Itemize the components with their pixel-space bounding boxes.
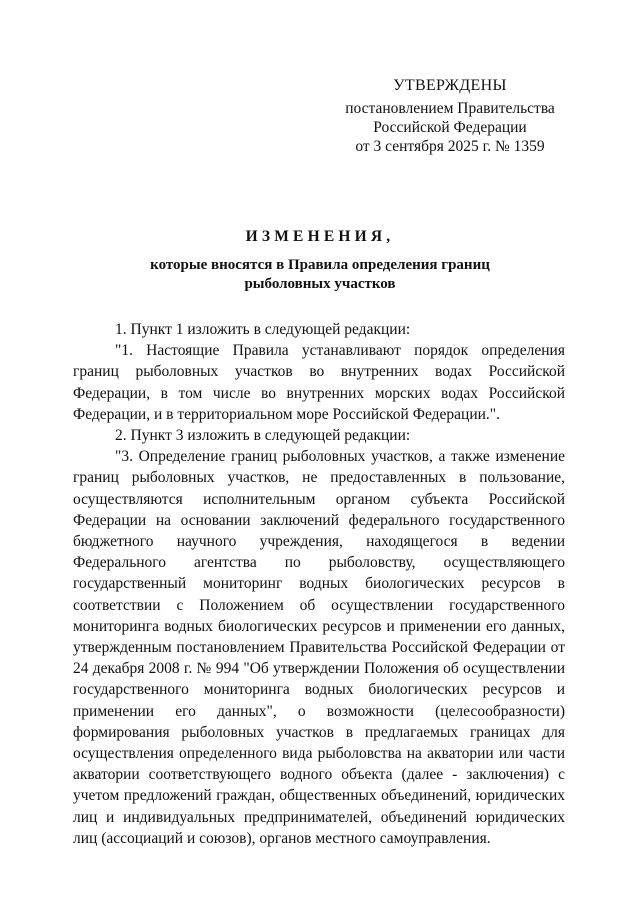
approval-block (330, 76, 570, 156)
document-heading (60, 228, 580, 294)
approval-line-3: от 3 сентября 2025 г. № 1359 (355, 138, 545, 155)
approval-title: УТВЕРЖДЕНЫ (393, 77, 507, 94)
document-body (73, 319, 565, 849)
paragraph: 2. Пункт 3 изложить в следующей редакции: (115, 427, 411, 445)
paragraph: "1. Настоящие Правила устанавливают порядок определения границ рыболовных участков во внутренних водах Российской Федерации, в том числе во внутренних морских водах Российской Федерации, и в территориальном море Российской Федерации.". (73, 342, 565, 423)
document-subtitle-line-2: рыболовных участков (244, 276, 396, 292)
document-title: ИЗМЕНЕНИЯ, (245, 228, 395, 245)
paragraph: 1. Пункт 1 изложить в следующей редакции: (115, 321, 411, 338)
document-subtitle-line-1: которые вносятся в Правила определения границ (150, 257, 490, 273)
approval-line-2: Российской Федерации (373, 119, 527, 136)
paragraph: "3. Определение границ рыболовных участков, а также изменение границ рыболовных участков, не предоставленных в пользование, осуществляются исполнительным органом субъекта Российской Федерации на основании заключений федерального государственного бюджетного научного учреждения, находящегося в ведении Федерального агентства по рыболовству, осуществляющего государственный мониторинг водных биологических ресурсов в соответствии с Положением об осуществлении государственного мониторинга водных биологических ресурсов и применении его данных, утвержденным постановлением Правительства Российской Федерации от 24 декабря 2008 г. № 994 "Об утверждении Положения об осуществлении государственного мониторинга водных биологических ресурсов и применении его данных", о возможности (целесообразности) формирования рыболовных участков в предлагаемых границах для осуществления определенного вида рыболовства на акватории или части акватории соответствующего водного объекта (далее - заключения) с учетом предложений граждан, общественных объединений, юридических лиц и индивидуальных предпринимателей, объединений юридических лиц (ассоциаций и союзов), органов местного самоуправления. (73, 448, 565, 847)
approval-line-1: постановлением Правительства (345, 100, 555, 117)
